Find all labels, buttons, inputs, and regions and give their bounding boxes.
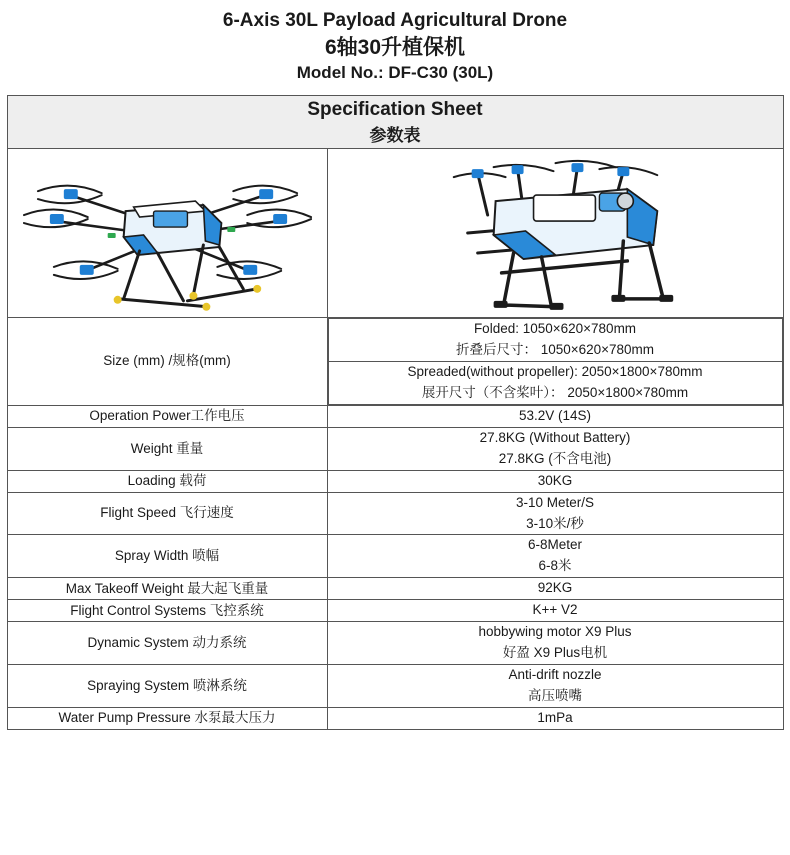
table-row: [7, 318, 783, 406]
dynamic-system-value-cn: 好盈 X9 Plus电机: [502, 645, 608, 661]
size-spread-cell: [328, 362, 782, 405]
table-row: [7, 427, 783, 470]
flight-speed-value-cn: 3-10米/秒: [526, 515, 584, 531]
row-label-size: Size (mm) /规格(mm): [7, 318, 327, 406]
drone-folded-image: [328, 149, 783, 317]
size-folded-en: Folded: 1050×620×780mm: [473, 321, 637, 337]
product-title-cn: 6轴30升植保机: [324, 35, 466, 59]
specification-table: [7, 95, 784, 730]
max-takeoff-weight-value: 92KG: [537, 580, 573, 596]
product-images-row: [7, 149, 783, 318]
row-label-max-takeoff-weight: Max Takeoff Weight 最大起飞重量: [7, 578, 327, 600]
row-label-flight-control: Flight Control Systems 飞控系统: [7, 600, 327, 622]
spec-sheet-title-en: Specification Sheet: [307, 98, 483, 120]
table-row: [7, 535, 783, 578]
table-title-row: [7, 95, 783, 148]
row-value-size: [327, 318, 783, 406]
spray-width-value-cn: 6-8米: [538, 558, 572, 574]
row-value-flight-control: [327, 600, 783, 622]
spray-width-value-en: 6-8Meter: [527, 537, 583, 553]
row-value-water-pump-pressure: [327, 707, 783, 729]
spraying-system-value-en: Anti-drift nozzle: [508, 666, 602, 682]
flight-speed-value-en: 3-10 Meter/S: [515, 494, 595, 510]
table-row: [7, 470, 783, 492]
spraying-system-value-cn: 高压喷嘴: [528, 687, 582, 703]
table-row: [7, 707, 783, 729]
table-row: [7, 600, 783, 622]
loading-value: 30KG: [537, 472, 573, 488]
drone-front-image: [8, 149, 327, 317]
dynamic-system-value-en: hobbywing motor X9 Plus: [478, 624, 632, 640]
row-value-flight-speed: [327, 492, 783, 535]
row-value-loading: [327, 470, 783, 492]
drone-folded-image-cell: [327, 149, 783, 318]
size-folded-cell: [328, 319, 782, 362]
table-row: [7, 664, 783, 707]
row-value-dynamic-system: [327, 622, 783, 665]
row-label-operation-power: Operation Power工作电压: [7, 405, 327, 427]
water-pump-pressure-value: 1mPa: [537, 709, 573, 725]
row-value-operation-power: [327, 405, 783, 427]
row-value-max-takeoff-weight: [327, 578, 783, 600]
row-value-spray-width: [327, 535, 783, 578]
operation-power-value: 53.2V (14S): [518, 407, 592, 423]
row-label-spraying-system: Spraying System 喷淋系统: [7, 664, 327, 707]
row-value-spraying-system: [327, 664, 783, 707]
weight-value-cn: 27.8KG (不含电池): [498, 450, 612, 466]
row-label-spray-width: Spray Width 喷幅: [7, 535, 327, 578]
page-header: [0, 0, 790, 95]
model-number: Model No.: DF-C30 (30L): [296, 62, 494, 82]
table-row: [7, 622, 783, 665]
row-label-water-pump-pressure: Water Pump Pressure 水泵最大压力: [7, 707, 327, 729]
table-row: [7, 492, 783, 535]
drone-front-image-cell: [7, 149, 327, 318]
table-title-cell: [7, 95, 783, 148]
product-title-en: 6-Axis 30L Payload Agricultural Drone: [222, 10, 568, 31]
row-label-weight: Weight 重量: [7, 427, 327, 470]
spec-sheet-title-cn: 参数表: [369, 126, 421, 146]
table-row: [7, 578, 783, 600]
size-spread-en: Spreaded(without propeller): 2050×1800×780mm: [407, 364, 703, 380]
table-row: [7, 405, 783, 427]
row-value-weight: [327, 427, 783, 470]
row-label-dynamic-system: Dynamic System 动力系统: [7, 622, 327, 665]
row-label-flight-speed: Flight Speed 飞行速度: [7, 492, 327, 535]
weight-value-en: 27.8KG (Without Battery): [479, 429, 631, 445]
size-folded-cn: 折叠后尺寸： 1050×620×780mm: [455, 342, 655, 358]
row-label-loading: Loading 载荷: [7, 470, 327, 492]
size-spread-cn: 展开尺寸（不含桨叶）： 2050×1800×780mm: [421, 384, 689, 400]
flight-control-value: K++ V2: [532, 602, 578, 618]
